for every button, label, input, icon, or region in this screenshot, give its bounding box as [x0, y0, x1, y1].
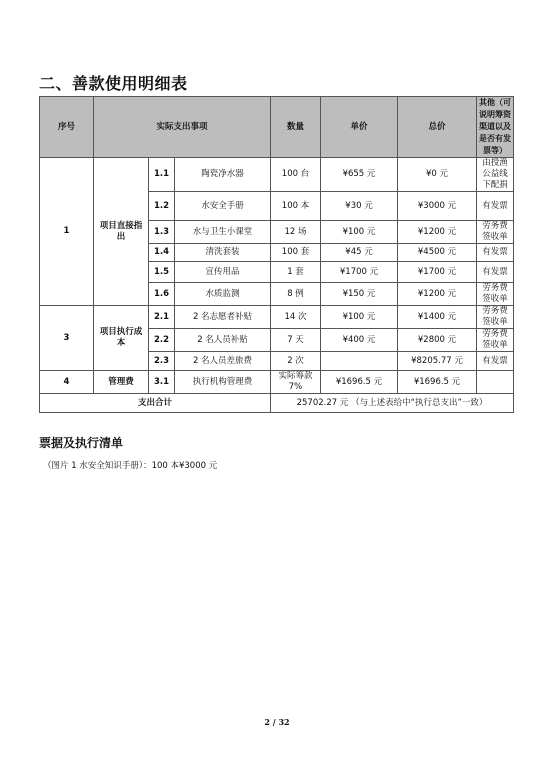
item-total-price: ¥1400 元: [398, 306, 477, 329]
item-name: 清洗套装: [175, 244, 271, 262]
item-other: 劳务费签收单: [477, 221, 514, 244]
section-title: 二、善款使用明细表: [39, 74, 188, 93]
group-name: 项目直接指出: [94, 158, 149, 306]
item-code: 2.3: [149, 352, 175, 371]
item-qty: 2 次: [271, 352, 321, 371]
item-name: 2 名人员差旅费: [175, 352, 271, 371]
item-other: 有发票: [477, 262, 514, 283]
item-name: 宣传用品: [175, 262, 271, 283]
item-unit-price: ¥30 元: [321, 192, 398, 221]
item-total-price: ¥2800 元: [398, 329, 477, 352]
item-unit-price: ¥655 元: [321, 158, 398, 192]
group-name: 管理费: [94, 371, 149, 394]
item-code: 1.6: [149, 283, 175, 306]
group-seq: 1: [40, 158, 94, 306]
item-name: 执行机构管理费: [175, 371, 271, 394]
header-seq: 序号: [40, 97, 94, 158]
receipts-title: 票据及执行清单: [39, 436, 124, 450]
footer-total-value: 25702.27 元 （与上述表给中“执行总支出”一致）: [271, 394, 514, 413]
item-qty: 100 台: [271, 158, 321, 192]
header-other: 其他（可说明筹资渠道以及是否有发票等）: [477, 97, 514, 158]
item-unit-price: ¥1700 元: [321, 262, 398, 283]
item-other: [477, 371, 514, 394]
item-code: 1.5: [149, 262, 175, 283]
item-total-price: ¥4500 元: [398, 244, 477, 262]
item-total-price: ¥1200 元: [398, 221, 477, 244]
item-qty: 14 次: [271, 306, 321, 329]
table-row: [40, 158, 514, 192]
item-qty: 100 套: [271, 244, 321, 262]
item-code: 1.2: [149, 192, 175, 221]
table-header-row: [40, 97, 514, 158]
item-unit-price: ¥400 元: [321, 329, 398, 352]
header-total-price: 总价: [398, 97, 477, 158]
item-unit-price: ¥150 元: [321, 283, 398, 306]
item-unit-price: ¥1696.5 元: [321, 371, 398, 394]
header-unit-price: 单价: [321, 97, 398, 158]
item-total-price: ¥1700 元: [398, 262, 477, 283]
item-qty: 实际筹款 7%: [271, 371, 321, 394]
item-unit-price: ¥100 元: [321, 306, 398, 329]
header-qty: 数量: [271, 97, 321, 158]
item-total-price: ¥3000 元: [398, 192, 477, 221]
item-code: 1.4: [149, 244, 175, 262]
item-unit-price: ¥45 元: [321, 244, 398, 262]
item-other: 由授渔公益线下配捐: [477, 158, 514, 192]
item-name: 水质监测: [175, 283, 271, 306]
item-other: 有发票: [477, 192, 514, 221]
item-name: 水安全手册: [175, 192, 271, 221]
item-other: 劳务费签收单: [477, 329, 514, 352]
item-code: 1.1: [149, 158, 175, 192]
item-other: 劳务费签收单: [477, 306, 514, 329]
item-unit-price: [321, 352, 398, 371]
item-code: 3.1: [149, 371, 175, 394]
footer-label: 支出合计: [40, 394, 271, 413]
item-other: 劳务费签收单: [477, 283, 514, 306]
receipts-note: （图片 1 水安全知识手册）：100 本¥3000 元: [43, 461, 218, 471]
item-qty: 8 例: [271, 283, 321, 306]
item-name: 水与卫生小课堂: [175, 221, 271, 244]
donation-usage-table: [39, 96, 514, 413]
item-name: 2 名志愿者补贴: [175, 306, 271, 329]
header-item: 实际支出事项: [94, 97, 271, 158]
item-code: 2.2: [149, 329, 175, 352]
item-total-price: ¥1696.5 元: [398, 371, 477, 394]
item-other: 有发票: [477, 244, 514, 262]
item-total-price: ¥0 元: [398, 158, 477, 192]
item-other: 有发票: [477, 352, 514, 371]
group-seq: 3: [40, 306, 94, 371]
item-name: 2 名人员补贴: [175, 329, 271, 352]
item-total-price: ¥8205.77 元: [398, 352, 477, 371]
group-name: 项目执行成本: [94, 306, 149, 371]
item-name: 陶瓷净水器: [175, 158, 271, 192]
item-qty: 1 套: [271, 262, 321, 283]
item-qty: 100 本: [271, 192, 321, 221]
table-row: [40, 306, 514, 329]
item-code: 1.3: [149, 221, 175, 244]
item-unit-price: ¥100 元: [321, 221, 398, 244]
item-total-price: ¥1200 元: [398, 283, 477, 306]
item-qty: 12 场: [271, 221, 321, 244]
table-footer-row: [40, 394, 514, 413]
table-row: [40, 371, 514, 394]
item-qty: 7 天: [271, 329, 321, 352]
item-code: 2.1: [149, 306, 175, 329]
group-seq: 4: [40, 371, 94, 394]
page-number: 2 / 32: [264, 717, 290, 727]
